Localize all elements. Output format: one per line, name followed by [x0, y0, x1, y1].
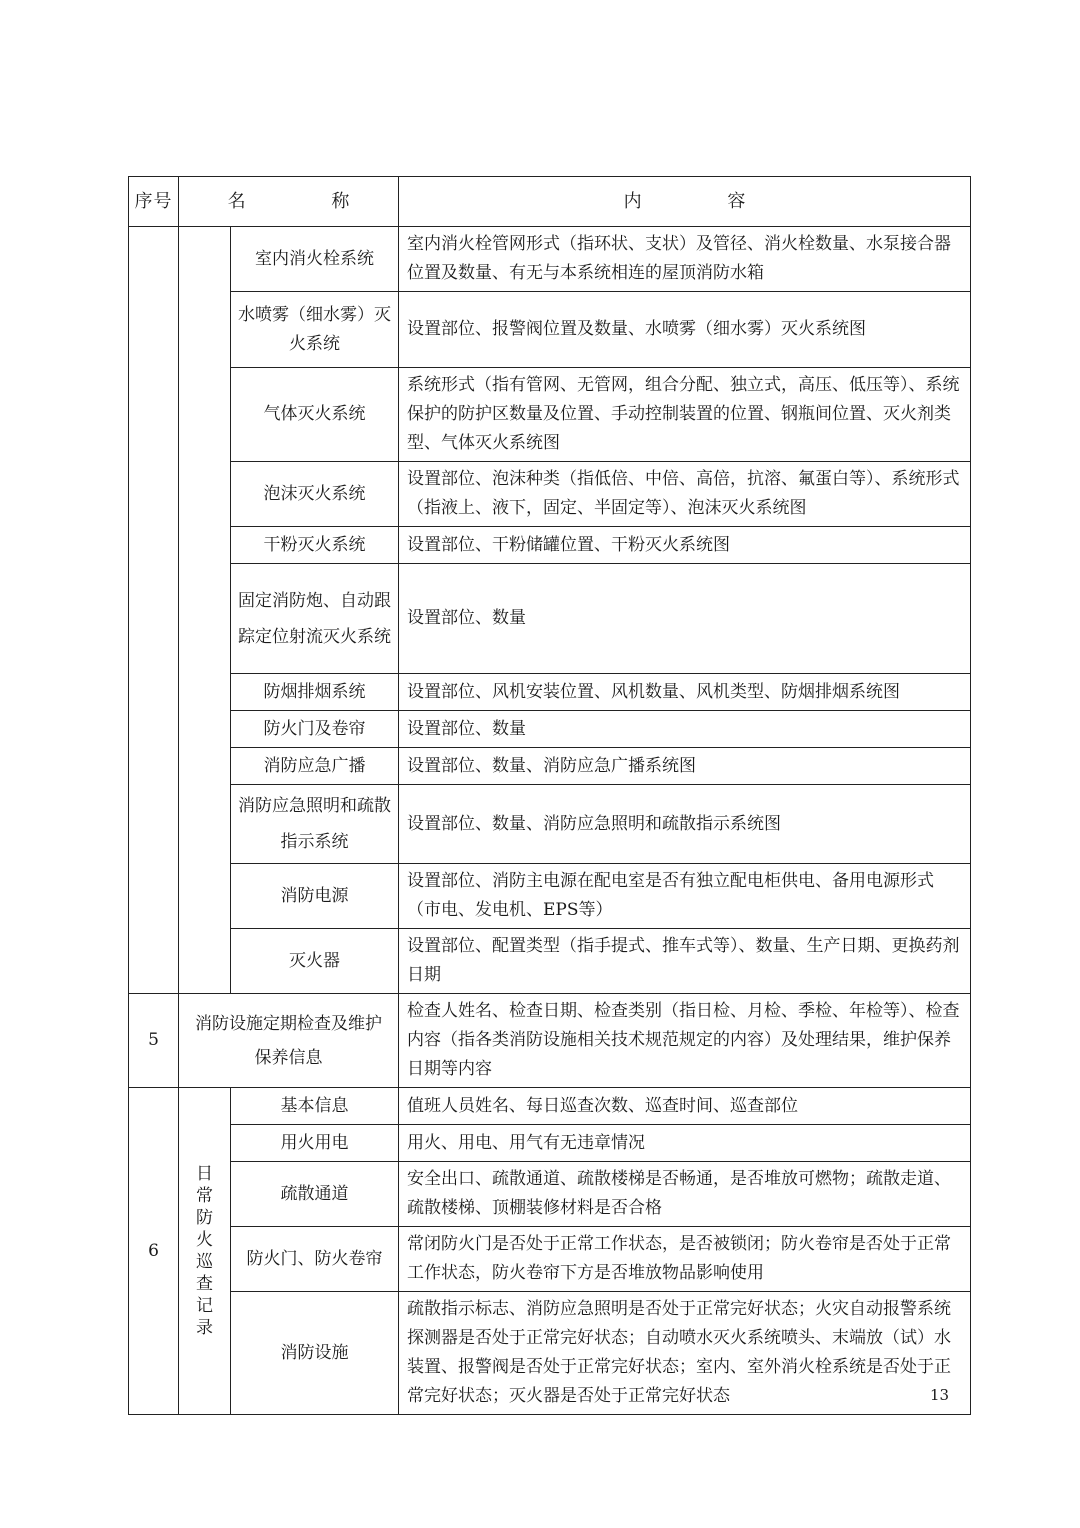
row-content: 设置部位、干粉储罐位置、干粉灭火系统图: [399, 527, 971, 564]
table-row: [129, 1162, 971, 1227]
row-content: 用火、用电、用气有无违章情况: [399, 1125, 971, 1162]
row-name: 消防设施: [231, 1292, 399, 1415]
row-name: 室内消火栓系统: [231, 227, 399, 292]
seq-cell-blank: [129, 227, 179, 994]
row-name: 固定消防炮、自动跟踪定位射流灭火系统: [231, 564, 399, 674]
row-name: 泡沫灭火系统: [231, 462, 399, 527]
table-row: [129, 527, 971, 564]
fire-facility-table: [128, 176, 971, 1415]
row-name: 防火门、防火卷帘: [231, 1227, 399, 1292]
row-content: 设置部位、报警阀位置及数量、水喷雾（细水雾）灭火系统图: [399, 292, 971, 368]
table-row: [129, 292, 971, 368]
row-content: 设置部位、数量: [399, 564, 971, 674]
row-content: 系统形式（指有管网、无管网，组合分配、独立式，高压、低压等）、系统保护的防护区数量及位置、手动控制装置的位置、钢瓶间位置、灭火剂类型、气体灭火系统图: [399, 368, 971, 462]
table-row: [129, 564, 971, 674]
header-name: 名 称: [179, 177, 399, 227]
row5-name: 消防设施定期检查及维护保养信息: [179, 994, 399, 1088]
category-cell-6: [179, 1088, 231, 1415]
table-row: [129, 1292, 971, 1415]
row-name: 防火门及卷帘: [231, 711, 399, 748]
row-name: 用火用电: [231, 1125, 399, 1162]
row-content: 设置部位、消防主电源在配电室是否有独立配电柜供电、备用电源形式（市电、发电机、EPS等）: [399, 864, 971, 929]
table-row: [129, 674, 971, 711]
table-row: [129, 785, 971, 864]
table-row: [129, 929, 971, 994]
row-name: 气体灭火系统: [231, 368, 399, 462]
row-content: 设置部位、数量、消防应急广播系统图: [399, 748, 971, 785]
row6-category: 日常防火巡查记录: [196, 1164, 213, 1338]
table-row: [129, 1088, 971, 1125]
table-row: [129, 1125, 971, 1162]
row-content: 设置部位、数量、消防应急照明和疏散指示系统图: [399, 785, 971, 864]
row-content: 值班人员姓名、每日巡查次数、巡查时间、巡查部位: [399, 1088, 971, 1125]
table-row: [129, 1227, 971, 1292]
row-name: 消防电源: [231, 864, 399, 929]
row-content: 设置部位、数量: [399, 711, 971, 748]
table-row: [129, 462, 971, 527]
table-row: [129, 227, 971, 292]
row-name: 防烟排烟系统: [231, 674, 399, 711]
row-name: 消防应急照明和疏散指示系统: [231, 785, 399, 864]
row-name: 干粉灭火系统: [231, 527, 399, 564]
row-name: 消防应急广播: [231, 748, 399, 785]
page-number: 13: [930, 1386, 950, 1404]
row-content: 常闭防火门是否处于正常工作状态，是否被锁闭；防火卷帘是否处于正常工作状态，防火卷帘下方是否堆放物品影响使用: [399, 1227, 971, 1292]
table-header-row: [129, 177, 971, 227]
category-cell-blank: [179, 227, 231, 994]
row-content: 设置部位、泡沫种类（指低倍、中倍、高倍，抗溶、氟蛋白等）、系统形式（指液上、液下，固定、半固定等）、泡沫灭火系统图: [399, 462, 971, 527]
table-row: [129, 748, 971, 785]
seq-5: 5: [129, 994, 179, 1088]
table-row: [129, 864, 971, 929]
row-content: 设置部位、配置类型（指手提式、推车式等）、数量、生产日期、更换药剂日期: [399, 929, 971, 994]
row-name: 疏散通道: [231, 1162, 399, 1227]
table-row: [129, 368, 971, 462]
table-row: [129, 711, 971, 748]
row-content: 设置部位、风机安装位置、风机数量、风机类型、防烟排烟系统图: [399, 674, 971, 711]
row-name: 灭火器: [231, 929, 399, 994]
row-content: 安全出口、疏散通道、疏散楼梯是否畅通，是否堆放可燃物；疏散走道、疏散楼梯、顶棚装修材料是否合格: [399, 1162, 971, 1227]
row5-content: 检查人姓名、检查日期、检查类别（指日检、月检、季检、年检等）、检查内容（指各类消防设施相关技术规范规定的内容）及处理结果，维护保养日期等内容: [399, 994, 971, 1088]
seq-6: 6: [129, 1088, 179, 1415]
header-content: 内 容: [399, 177, 971, 227]
row-content: 室内消火栓管网形式（指环状、支状）及管径、消火栓数量、水泵接合器位置及数量、有无与本系统相连的屋顶消防水箱: [399, 227, 971, 292]
header-seq: 序号: [129, 177, 179, 227]
row-name: 基本信息: [231, 1088, 399, 1125]
row-name: 水喷雾（细水雾）灭火系统: [231, 292, 399, 368]
table-row-5: [129, 994, 971, 1088]
row-content: 疏散指示标志、消防应急照明是否处于正常完好状态；火灾自动报警系统探测器是否处于正常完好状态；自动喷水灭火系统喷头、末端放（试）水装置、报警阀是否处于正常完好状态；室内、室外消火栓系统是否处于正常完好状态；灭火器是否处于正常完好状态: [399, 1292, 971, 1415]
